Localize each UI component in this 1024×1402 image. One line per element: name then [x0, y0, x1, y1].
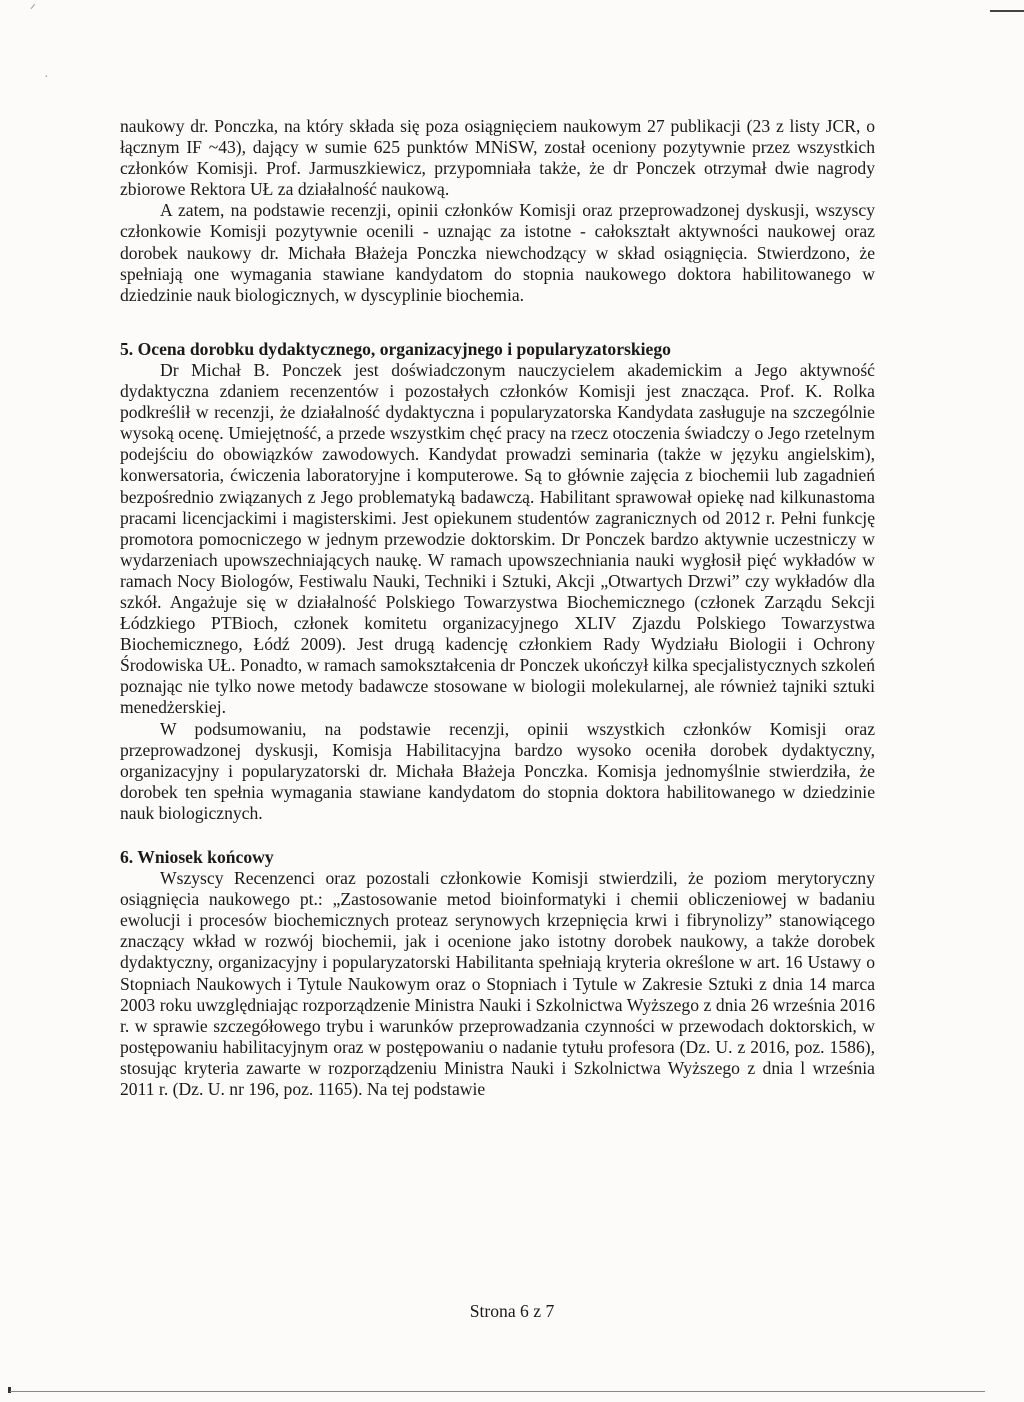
scan-artifact-mark: ᐟ: [30, 3, 36, 18]
section-6-heading: 6. Wniosek końcowy: [120, 847, 274, 867]
section-6-paragraph-1: Wszyscy Recenzenci oraz pozostali członkowie Komisji stwierdzili, że poziom merytoryczny osiągnięcia naukowego pt.: „Zastosowanie metod bioinformatyki i chemii obliczeniowej w badaniu ewolucji i procesów biochemicznych proteaz serynowych krzepnięcia krwi i fibrynolizy” stanowiącego znaczący wkład w rozwój biochemii, jak i ocenione jako istotny dorobek naukowy, a także dorobek dydaktyczny, organizacyjny i popularyzatorski Habilitanta spełniają kryteria określone w art. 16 Ustawy o Stopniach Naukowych i Tytule Naukowym oraz o Stopniach i Tytule w Zakresie Sztuki z dnia 14 marca 2003 roku uwzględniając rozporządzenie Ministra Nauki i Szkolnictwa Wyższego z dnia 26 września 2016 r. w sprawie szczegółowego trybu i warunków przeprowadzania czynności w przewodach doktorskich, w postępowaniu habilitacyjnym oraz w postępowaniu o nadanie tytułu profesora (Dz. U. z 2016, poz. 1586), stosując kryteria zawarte w rozporządzeniu Ministra Nauki i Szkolnictwa Wyższego z dnia l września 2011 r. (Dz. U. nr 196, poz. 1165). Na tej podstawie: [120, 868, 875, 1100]
page-number: Strona 6 z 7: [469, 1301, 555, 1321]
scan-bottom-line: [10, 1391, 985, 1392]
paragraph-intro-1: naukowy dr. Ponczka, na który składa się poza osiągnięciem naukowym 27 publikacji (23 z listy JCR, o łącznym IF ~43), dający w sumie 625 punktów MNiSW, został oceniony pozytywnie przez wszystkich członków Komisji. Prof. Jarmuszkiewicz, przypomniała także, że dr Ponczek otrzymał dwie nagrody zbiorowe Rektora UŁ za działalność naukową.: [120, 116, 875, 200]
section-5-heading: 5. Ocena dorobku dydaktycznego, organizacyjnego i popularyzatorskiego: [120, 338, 671, 359]
section-spacer: [120, 824, 875, 847]
section-spacer: [120, 306, 875, 339]
section-5-paragraph-1: Dr Michał B. Ponczek jest doświadczonym nauczycielem akademickim a Jego aktywność dydaktyczna zdaniem recenzentów i pozostałych członków Komisji jest znacząca. Prof. K. Rolka podkreślił w recenzji, że działalność dydaktyczna i popularyzatorska Kandydata zasługuje na szczególnie wysoką ocenę. Umiejętność, a przede wszystkim chęć pracy na rzecz otoczenia świadczy o Jego rzetelnym podejściu do obowiązków zawodowych. Kandydat prowadzi seminaria (także w języku angielskim), konwersatoria, ćwiczenia laboratoryjne i komputerowe. Są to głównie zajęcia z biochemii lub zagadnień bezpośrednio związanych z Jego problematyką badawczą. Habilitant sprawował opiekę nad kilkunastoma pracami licencjackimi i magisterskimi. Jest opiekunem studentów zagranicznych od 2012 r. Pełni funkcję promotora pomocniczego w jednym przewodzie doktorskim. Dr Ponczek bardzo aktywnie uczestniczy w wydarzeniach upowszechniających naukę. W ramach upowszechniania nauki wygłosił pięć wykładów w ramach Nocy Biologów, Festiwalu Nauki, Techniki i Sztuki, Akcji „Otwartych Drzwi” czy wykładów dla szkół. Angażuje się w działalność Polskiego Towarzystwa Biochemicznego (członek Zarządu Sekcji Łódzkiego PTBioch, członek komitetu organizacyjnego XLIV Zjazdu Polskiego Towarzystwa Biochemicznego, Łódź 2009). Jest drugą kadencję członkiem Rady Wydziału Biologii i Ochrony Środowiska UŁ. Ponadto, w ramach samokształcenia dr Ponczek ukończył kilka specjalistycznych szkoleń poznając nie tylko nowe metody badawcze stosowane w biologii molekularnej, ale również tajniki sztuki menedżerskiej.: [120, 359, 875, 718]
document-body: [120, 116, 875, 1100]
scan-edge-mark: [8, 1387, 11, 1393]
paragraph-intro-2: A zatem, na podstawie recenzji, opinii członków Komisji oraz przeprowadzonej dyskusji, wszyscy członkowie Komisji pozytywnie ocenili - uznając za istotne - całokształt aktywności naukowej oraz dorobek naukowy dr. Michała Błażeja Ponczka niewchodzący w skład osiągnięcia. Stwierdzono, że spełniają one wymagania stawiane kandydatom do stopnia naukowego doktora habilitowanego w dziedzinie nauk biologicznych, w dyscyplinie biochemia.: [120, 200, 875, 305]
scan-artifact-mark: ·: [44, 70, 49, 85]
scan-edge-line: [990, 10, 1024, 12]
section-5-paragraph-2: W podsumowaniu, na podstawie recenzji, opinii wszystkich członków Komisji oraz przeprowadzonej dyskusji, Komisja Habilitacyjna bardzo wysoko oceniła dorobek dydaktyczny, organizacyjny i popularyzatorski dr. Michała Błażeja Ponczka. Komisja jednomyślnie stwierdziła, że dorobek ten spełnia wymagania stawiane kandydatom do stopnia doktora habilitowanego w dziedzinie nauk biologicznych.: [120, 718, 875, 823]
